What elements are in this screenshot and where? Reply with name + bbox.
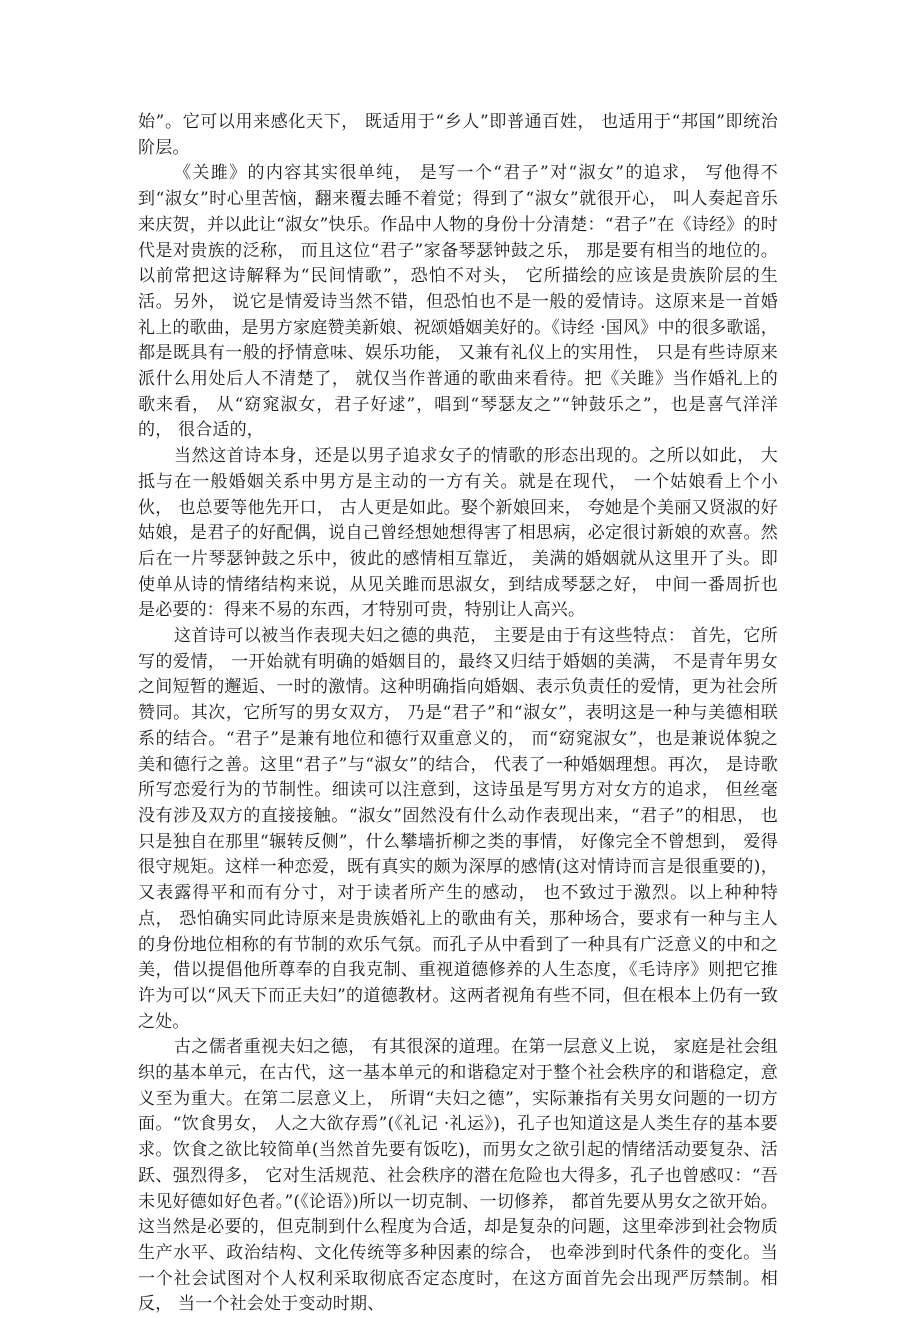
paragraph-continuation: 始”。它可以用来感化天下， 既适用于“乡人”即普通百姓， 也适用于“邦国”即统治阶层。 [138,112,778,158]
paragraph-love-song-form: 当然这首诗本身，还是以男子追求女子的情歌的形态出现的。之所以如此， 大抵与在一般婚姻关系中男方是主动的一方有关。就是在现代， 一个姑娘看上个小伙， 也总要等他先开口， 古人更是如此。娶个新娘回来， 夸她是个美丽又贤淑的好姑娘，是君子的好配偶，说自己曾经想她想得害了相思病，必定很讨新娘的欢喜。然后在一片琴瑟钟鼓之乐中，彼此的感情相互靠近， 美满的婚姻就从这里开了头。即使单从诗的情绪结构来说，从见关雎而思淑女，到结成琴瑟之好， 中间一番周折也是必要的：得来不易的东西，才特别可贵，特别让人高兴。 [138,446,778,621]
paragraph-marital-virtue: 这首诗可以被当作表现夫妇之德的典范， 主要是由于有这些特点： 首先，它所写的爱情， 一开始就有明确的婚姻目的，最终又归结于婚姻的美满， 不是青年男女之间短暂的邂逅、一时的激情。这种明确指向婚姻、表示负责任的爱情，更为社会所赞同。其次，它所写的男女双方， 乃是“君子”和“淑女”，表明这是一种与美德相联系的结合。“君子”是兼有地位和德行双重意义的， 而“窈窕淑女”，也是兼说体貌之美和德行之善。这里“君子”与“淑女”的结合， 代表了一种婚姻理想。再次， 是诗歌所写恋爱行为的节制性。细读可以注意到，这诗虽是写男方对女方的追求， 但丝毫没有涉及双方的直接接触。“淑女”固然没有什么动作表现出来，“君子”的相思， 也只是独自在那里“辗转反侧”，什么攀墙折柳之类的事情， 好像完全不曾想到， 爱得很守规矩。这样一种恋爱，既有真实的颇为深厚的感情(这对情诗而言是很重要的)，又表露得平和而有分寸，对于读者所产生的感动， 也不致过于激烈。以上种种特点， 恐怕确实同此诗原来是贵族婚礼上的歌曲有关，那种场合，要求有一种与主人的身份地位相称的有节制的欢乐气氛。而孔子从中看到了一种具有广泛意义的中和之美，借以提倡他所尊奉的自我克制、重视道德修养的人生态度，《毛诗序》则把它推许为可以“风天下而正夫妇”的道德教材。这两者视角有些不同，但在根本上仍有一致之处。 [138,626,778,1032]
document-body [138,110,778,1318]
paragraph-guanju-content: 《关雎》的内容其实很单纯， 是写一个“君子”对“淑女”的追求， 写他得不到“淑女”时心里苦恼，翻来覆去睡不着觉；得到了“淑女”就很开心， 叫人奏起音乐来庆贺，并以此让“淑女”快乐。作品中人物的身份十分清楚：“君子”在《诗经》的时代是对贵族的泛称， 而且这位“君子”家备琴瑟钟鼓之乐， 那是要有相当的地位的。以前常把这诗解释为“民间情歌”，恐怕不对头， 它所描绘的应该是贵族阶层的生活。另外， 说它是情爱诗当然不错，但恐怕也不是一般的爱情诗。这原来是一首婚礼上的歌曲，是男方家庭赞美新娘、祝颂婚姻美好的。《诗经 ·国风》中的很多歌谣， 都是既具有一般的抒情意味、娱乐功能， 又兼有礼仪上的实用性， 只是有些诗原来派什么用处后人不清楚了， 就仅当作普通的歌曲来看待。把《关雎》当作婚礼上的歌来看， 从“窈窕淑女，君子好逑”，唱到“琴瑟友之”“钟鼓乐之”，也是喜气洋洋的， 很合适的， [138,163,778,441]
paragraph-confucian-view: 古之儒者重视夫妇之德， 有其很深的道理。在第一层意义上说， 家庭是社会组织的基本单元，在古代，这一基本单元的和谐稳定对于整个社会秩序的和谐稳定，意义至为重大。在第二层意义上， 所谓“夫妇之德”，实际兼指有关男女问题的一切方面。“饮食男女， 人之大欲存焉”(《礼记 ·礼运》)，孔子也知道这是人类生存的基本要求。饮食之欲比较简单(当然首先要有饭吃)，而男女之欲引起的情绪活动要复杂、活跃、强烈得多， 它对生活规范、社会秩序的潜在危险也大得多，孔子也曾感叹：“吾未见好德如好色者。”(《论语》)所以一切克制、一切修养， 都首先要从男女之欲开始。这当然是必要的，但克制到什么程度为合适，却是复杂的问题，这里牵涉到社会物质生产水平、政治结构、文化传统等多种因素的综合， 也牵涉到时代条件的变化。当一个社会试图对个人权利采取彻底否定态度时，在这方面首先会出现严厉禁制。相反， 当一个社会处于变动时期、 [138,1037,778,1315]
